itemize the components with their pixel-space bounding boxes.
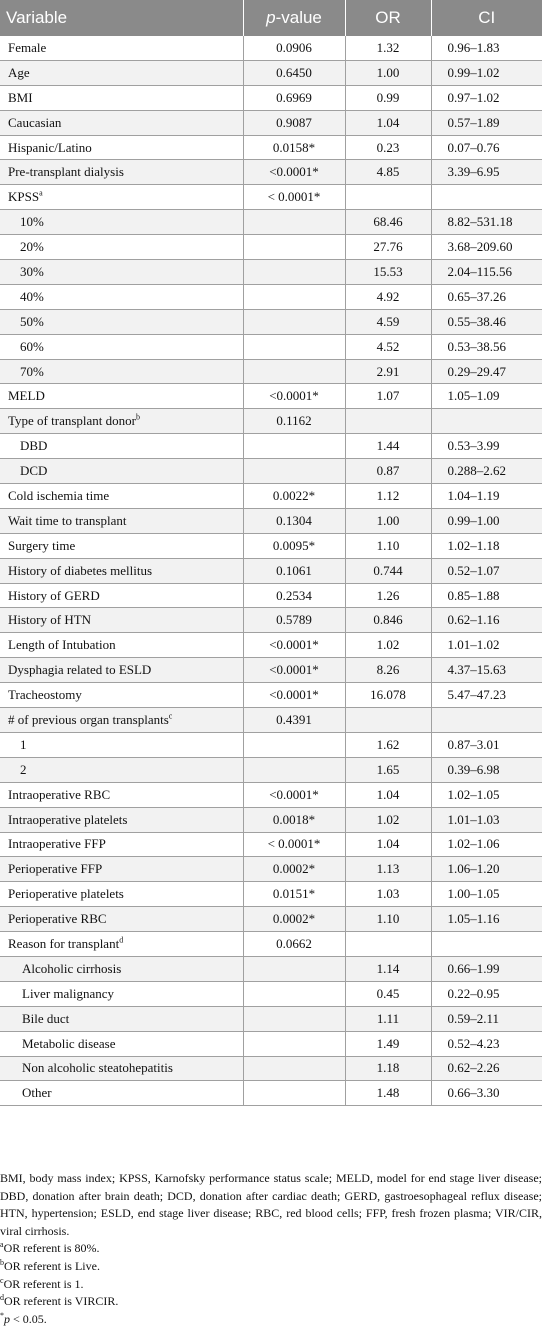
table-row xyxy=(0,658,542,683)
ci-cell xyxy=(431,932,542,957)
or-cell: 1.62 xyxy=(345,732,431,757)
table-row xyxy=(0,683,542,708)
or-cell: 1.18 xyxy=(345,1056,431,1081)
or-cell xyxy=(345,932,431,957)
ci-cell: 0.52–4.23 xyxy=(431,1031,542,1056)
or-cell: 16.078 xyxy=(345,683,431,708)
variable-cell xyxy=(0,683,243,708)
footnote-marker: a xyxy=(39,188,43,198)
variable-label: Perioperative platelets xyxy=(8,886,124,902)
variable-cell xyxy=(0,1031,243,1056)
table-row xyxy=(0,260,542,285)
variable-label: Hispanic/Latino xyxy=(8,139,92,155)
ci-cell: 0.52–1.07 xyxy=(431,558,542,583)
ci-cell: 0.22–0.95 xyxy=(431,981,542,1006)
variable-cell xyxy=(0,882,243,907)
p-value-cell: 0.5789 xyxy=(243,608,345,633)
or-cell: 1.65 xyxy=(345,757,431,782)
footnote-marker: c xyxy=(168,711,173,721)
ci-cell: 3.39–6.95 xyxy=(431,160,542,185)
variable-label: # of previous organ transplants xyxy=(8,711,169,727)
ci-cell: 0.66–3.30 xyxy=(431,1081,542,1106)
variable-cell xyxy=(0,732,243,757)
ci-cell: 0.55–38.46 xyxy=(431,309,542,334)
p-value-cell xyxy=(243,334,345,359)
table-row xyxy=(0,484,542,509)
or-cell: 1.44 xyxy=(345,434,431,459)
ci-cell: 0.99–1.00 xyxy=(431,508,542,533)
table-footnotes xyxy=(0,1170,542,1328)
or-cell: 4.92 xyxy=(345,284,431,309)
ci-cell: 0.85–1.88 xyxy=(431,583,542,608)
ci-cell: 0.97–1.02 xyxy=(431,85,542,110)
variable-label: DBD xyxy=(20,438,48,454)
ci-cell: 0.288–2.62 xyxy=(431,459,542,484)
or-cell: 0.99 xyxy=(345,85,431,110)
variable-label: 20% xyxy=(20,239,44,255)
p-value-cell: <0.0001* xyxy=(243,384,345,409)
variable-label: Female xyxy=(8,39,47,55)
variable-label: Bile duct xyxy=(22,1010,70,1026)
table-row xyxy=(0,782,542,807)
variable-label: Intraoperative FFP xyxy=(8,836,106,852)
variable-label: 1 xyxy=(20,736,27,752)
footnote-b-mark: b xyxy=(0,1257,4,1267)
table-row xyxy=(0,110,542,135)
or-cell: 1.32 xyxy=(345,36,431,60)
p-value-cell: 0.0662 xyxy=(243,932,345,957)
variable-cell xyxy=(0,409,243,434)
header-p-value xyxy=(243,0,345,36)
ci-cell: 0.62–2.26 xyxy=(431,1056,542,1081)
p-value-cell xyxy=(243,434,345,459)
or-cell: 1.00 xyxy=(345,60,431,85)
variable-label: Liver malignancy xyxy=(22,985,115,1001)
table-row xyxy=(0,60,542,85)
p-value-cell xyxy=(243,1081,345,1106)
variable-label: Wait time to transplant xyxy=(8,512,127,528)
or-cell xyxy=(345,185,431,210)
significance-text: < 0.05. xyxy=(10,1311,47,1326)
variable-label: Alcoholic cirrhosis xyxy=(22,960,122,976)
table-row xyxy=(0,832,542,857)
variable-label: History of GERD xyxy=(8,587,100,603)
variable-cell xyxy=(0,1056,243,1081)
significance-mark: * xyxy=(0,1310,4,1320)
or-cell: 1.02 xyxy=(345,807,431,832)
or-cell: 4.59 xyxy=(345,309,431,334)
variable-cell xyxy=(0,210,243,235)
or-cell: 1.00 xyxy=(345,508,431,533)
p-value-cell: 0.6969 xyxy=(243,85,345,110)
p-value-cell xyxy=(243,1056,345,1081)
or-cell: 8.26 xyxy=(345,658,431,683)
ci-cell: 0.99–1.02 xyxy=(431,60,542,85)
footnote-c-text: OR referent is 1. xyxy=(3,1276,84,1291)
variable-label: BMI xyxy=(8,89,33,105)
p-value-cell xyxy=(243,459,345,484)
table-row xyxy=(0,235,542,260)
ci-cell: 0.39–6.98 xyxy=(431,757,542,782)
p-value-cell xyxy=(243,956,345,981)
variable-cell xyxy=(0,907,243,932)
variable-cell xyxy=(0,334,243,359)
variable-label: DCD xyxy=(20,463,48,479)
ci-cell: 5.47–47.23 xyxy=(431,683,542,708)
p-value-cell xyxy=(243,981,345,1006)
or-cell: 0.846 xyxy=(345,608,431,633)
table-row xyxy=(0,757,542,782)
table-row xyxy=(0,981,542,1006)
p-value-cell: 0.2534 xyxy=(243,583,345,608)
ci-cell: 0.29–29.47 xyxy=(431,359,542,384)
ci-cell: 1.06–1.20 xyxy=(431,857,542,882)
ci-cell xyxy=(431,708,542,733)
or-cell: 4.52 xyxy=(345,334,431,359)
or-cell: 1.48 xyxy=(345,1081,431,1106)
variable-label: 40% xyxy=(20,288,44,304)
p-value-cell: 0.0095* xyxy=(243,533,345,558)
variable-label: History of diabetes mellitus xyxy=(8,562,153,578)
ci-cell xyxy=(431,409,542,434)
table-row xyxy=(0,135,542,160)
p-value-cell: <0.0001* xyxy=(243,683,345,708)
ci-cell: 1.01–1.03 xyxy=(431,807,542,832)
variable-cell xyxy=(0,85,243,110)
variable-cell xyxy=(0,981,243,1006)
table-row xyxy=(0,210,542,235)
p-value-cell: 0.1304 xyxy=(243,508,345,533)
or-cell: 1.04 xyxy=(345,782,431,807)
table-row xyxy=(0,907,542,932)
table-row xyxy=(0,85,542,110)
variable-cell xyxy=(0,160,243,185)
or-cell: 4.85 xyxy=(345,160,431,185)
significance-p: p xyxy=(4,1311,10,1326)
variable-label: Perioperative FFP xyxy=(8,861,103,877)
variable-label: Cold ischemia time xyxy=(8,487,110,503)
footnote-marker: b xyxy=(135,412,140,422)
variable-cell xyxy=(0,359,243,384)
variable-cell xyxy=(0,60,243,85)
p-value-cell: < 0.0001* xyxy=(243,832,345,857)
footnote-a xyxy=(0,1240,542,1258)
ci-cell: 4.37–15.63 xyxy=(431,658,542,683)
ci-cell: 1.05–1.09 xyxy=(431,384,542,409)
or-cell: 1.26 xyxy=(345,583,431,608)
header-ci: CI xyxy=(431,0,542,36)
footnote-d-text: OR referent is VIRCIR. xyxy=(4,1294,119,1309)
or-cell: 2.91 xyxy=(345,359,431,384)
ci-cell xyxy=(431,185,542,210)
table-row xyxy=(0,633,542,658)
table-row xyxy=(0,1081,542,1106)
header-variable: Variable xyxy=(0,0,243,36)
ci-cell: 1.05–1.16 xyxy=(431,907,542,932)
or-cell: 1.11 xyxy=(345,1006,431,1031)
ci-cell: 0.57–1.89 xyxy=(431,110,542,135)
table-row xyxy=(0,508,542,533)
p-value-cell: 0.0018* xyxy=(243,807,345,832)
or-cell: 1.07 xyxy=(345,384,431,409)
ci-cell: 1.02–1.05 xyxy=(431,782,542,807)
p-value-cell xyxy=(243,359,345,384)
p-value-cell xyxy=(243,235,345,260)
variable-label: Type of transplant donor xyxy=(8,413,136,429)
p-value-cell xyxy=(243,210,345,235)
p-value-cell xyxy=(243,1031,345,1056)
table-row xyxy=(0,1056,542,1081)
table-row xyxy=(0,36,542,60)
or-cell: 0.45 xyxy=(345,981,431,1006)
p-value-cell: 0.0906 xyxy=(243,36,345,60)
variable-cell xyxy=(0,932,243,957)
table-row xyxy=(0,309,542,334)
variable-cell xyxy=(0,708,243,733)
or-cell: 1.49 xyxy=(345,1031,431,1056)
ci-cell: 0.65–37.26 xyxy=(431,284,542,309)
table-body xyxy=(0,36,542,1106)
ci-cell: 0.07–0.76 xyxy=(431,135,542,160)
p-value-cell: 0.4391 xyxy=(243,708,345,733)
table-row xyxy=(0,956,542,981)
table-row xyxy=(0,359,542,384)
variable-cell xyxy=(0,36,243,60)
variable-cell xyxy=(0,235,243,260)
variable-label: Dysphagia related to ESLD xyxy=(8,662,152,678)
table-row xyxy=(0,459,542,484)
variable-label: Caucasian xyxy=(8,114,62,130)
variable-cell xyxy=(0,533,243,558)
p-value-cell xyxy=(243,260,345,285)
variable-label: Intraoperative RBC xyxy=(8,786,111,802)
variable-label: 50% xyxy=(20,313,44,329)
header-p-italic: p xyxy=(266,8,276,27)
ci-cell: 8.82–531.18 xyxy=(431,210,542,235)
p-value-cell: 0.6450 xyxy=(243,60,345,85)
variable-cell xyxy=(0,807,243,832)
table-row xyxy=(0,284,542,309)
significance-note xyxy=(0,1311,542,1328)
table-header-row xyxy=(0,0,542,36)
ci-cell: 0.62–1.16 xyxy=(431,608,542,633)
p-value-cell: <0.0001* xyxy=(243,782,345,807)
ci-cell: 1.04–1.19 xyxy=(431,484,542,509)
variable-cell xyxy=(0,459,243,484)
variable-label: 2 xyxy=(20,761,27,777)
or-cell: 1.10 xyxy=(345,533,431,558)
table-row xyxy=(0,882,542,907)
ci-cell: 3.68–209.60 xyxy=(431,235,542,260)
footnote-d xyxy=(0,1293,542,1311)
variable-cell xyxy=(0,857,243,882)
variable-cell xyxy=(0,309,243,334)
or-cell: 1.13 xyxy=(345,857,431,882)
variable-cell xyxy=(0,658,243,683)
ci-cell: 1.02–1.18 xyxy=(431,533,542,558)
ci-cell: 1.02–1.06 xyxy=(431,832,542,857)
variable-label: Other xyxy=(22,1085,52,1101)
or-cell xyxy=(345,409,431,434)
or-cell: 0.744 xyxy=(345,558,431,583)
p-value-cell: 0.9087 xyxy=(243,110,345,135)
variable-cell xyxy=(0,633,243,658)
ci-cell: 1.00–1.05 xyxy=(431,882,542,907)
footnote-marker: d xyxy=(119,935,124,945)
table-row xyxy=(0,1031,542,1056)
p-value-cell xyxy=(243,309,345,334)
or-cell: 68.46 xyxy=(345,210,431,235)
table-row xyxy=(0,533,542,558)
variable-cell xyxy=(0,384,243,409)
p-value-cell xyxy=(243,1006,345,1031)
variable-label: Surgery time xyxy=(8,537,76,553)
variable-label: MELD xyxy=(8,388,45,404)
variable-label: Length of Intubation xyxy=(8,637,116,653)
variable-label: Tracheostomy xyxy=(8,687,82,703)
p-value-cell: 0.1061 xyxy=(243,558,345,583)
p-value-cell xyxy=(243,732,345,757)
variable-label: Non alcoholic steatohepatitis xyxy=(22,1060,173,1076)
variable-cell xyxy=(0,185,243,210)
variable-cell xyxy=(0,832,243,857)
footnote-c xyxy=(0,1276,542,1294)
p-value-cell: 0.0022* xyxy=(243,484,345,509)
variable-cell xyxy=(0,757,243,782)
variable-cell xyxy=(0,583,243,608)
variable-label: Perioperative RBC xyxy=(8,911,107,927)
p-value-cell: < 0.0001* xyxy=(243,185,345,210)
table-row xyxy=(0,558,542,583)
footnote-d-mark: d xyxy=(0,1293,4,1303)
table-row xyxy=(0,932,542,957)
or-cell: 1.02 xyxy=(345,633,431,658)
footnote-b xyxy=(0,1258,542,1276)
p-value-cell xyxy=(243,284,345,309)
ci-cell: 0.53–38.56 xyxy=(431,334,542,359)
or-cell: 1.03 xyxy=(345,882,431,907)
p-value-cell: <0.0001* xyxy=(243,160,345,185)
variable-label: 70% xyxy=(20,363,44,379)
variable-label: 60% xyxy=(20,338,44,354)
variable-cell xyxy=(0,956,243,981)
variable-cell xyxy=(0,782,243,807)
variable-cell xyxy=(0,434,243,459)
table-row xyxy=(0,185,542,210)
ci-cell: 0.96–1.83 xyxy=(431,36,542,60)
footnote-b-text: OR referent is Live. xyxy=(4,1258,100,1273)
table-row xyxy=(0,732,542,757)
ci-cell: 0.59–2.11 xyxy=(431,1006,542,1031)
or-cell: 15.53 xyxy=(345,260,431,285)
table-row xyxy=(0,334,542,359)
or-cell: 27.76 xyxy=(345,235,431,260)
variable-cell xyxy=(0,1006,243,1031)
or-cell: 1.04 xyxy=(345,832,431,857)
variable-cell xyxy=(0,508,243,533)
ci-cell: 0.87–3.01 xyxy=(431,732,542,757)
table-row xyxy=(0,708,542,733)
footnote-c-mark: c xyxy=(0,1275,4,1285)
p-value-cell: 0.0002* xyxy=(243,857,345,882)
ci-cell: 0.53–3.99 xyxy=(431,434,542,459)
variable-label: Pre-transplant dialysis xyxy=(8,164,124,180)
variable-cell xyxy=(0,135,243,160)
ci-cell: 0.66–1.99 xyxy=(431,956,542,981)
or-cell xyxy=(345,708,431,733)
or-cell: 0.87 xyxy=(345,459,431,484)
p-value-cell xyxy=(243,757,345,782)
variable-label: Reason for transplant xyxy=(8,936,120,951)
variable-cell xyxy=(0,558,243,583)
footnote-a-mark: a xyxy=(0,1240,4,1250)
variable-cell xyxy=(0,484,243,509)
variable-cell xyxy=(0,110,243,135)
variable-label: KPSS xyxy=(8,189,40,205)
table-row xyxy=(0,434,542,459)
variable-cell xyxy=(0,260,243,285)
abbreviations-note: BMI, body mass index; KPSS, Karnofsky performance status scale; MELD, model for end stage liver disease; DBD, donation after brain death; DCD, donation after cardiac death; GERD, gastroesophageal reflux disease; HTN, hypertension; ESLD, end stage liver disease; RBC, red blood cells; FFP, fresh frozen plasma; VIR/CIR, viral cirrhosis. xyxy=(0,1171,542,1238)
variable-cell xyxy=(0,1081,243,1106)
p-value-cell: <0.0001* xyxy=(243,658,345,683)
p-value-cell: 0.0158* xyxy=(243,135,345,160)
variable-label: Metabolic disease xyxy=(22,1035,116,1051)
header-p-suffix: -value xyxy=(275,8,322,27)
variable-label: 10% xyxy=(20,214,44,230)
header-or: OR xyxy=(345,0,431,36)
table-row xyxy=(0,583,542,608)
or-cell: 0.23 xyxy=(345,135,431,160)
variable-label: History of HTN xyxy=(8,612,92,628)
variable-label: Age xyxy=(8,64,30,80)
ci-cell: 2.04–115.56 xyxy=(431,260,542,285)
table-row xyxy=(0,384,542,409)
p-value-cell: 0.1162 xyxy=(243,409,345,434)
or-cell: 1.12 xyxy=(345,484,431,509)
ci-cell: 1.01–1.02 xyxy=(431,633,542,658)
p-value-cell: <0.0001* xyxy=(243,633,345,658)
variable-cell xyxy=(0,284,243,309)
or-cell: 1.14 xyxy=(345,956,431,981)
table-row xyxy=(0,1006,542,1031)
table-row xyxy=(0,409,542,434)
table-row xyxy=(0,807,542,832)
variable-cell xyxy=(0,608,243,633)
footnote-a-text: OR referent is 80%. xyxy=(3,1241,100,1256)
table-row xyxy=(0,160,542,185)
or-cell: 1.10 xyxy=(345,907,431,932)
or-cell: 1.04 xyxy=(345,110,431,135)
p-value-cell: 0.0151* xyxy=(243,882,345,907)
table-row xyxy=(0,608,542,633)
variable-label: 30% xyxy=(20,263,44,279)
p-value-cell: 0.0002* xyxy=(243,907,345,932)
table-row xyxy=(0,857,542,882)
variable-label: Intraoperative platelets xyxy=(8,811,128,827)
